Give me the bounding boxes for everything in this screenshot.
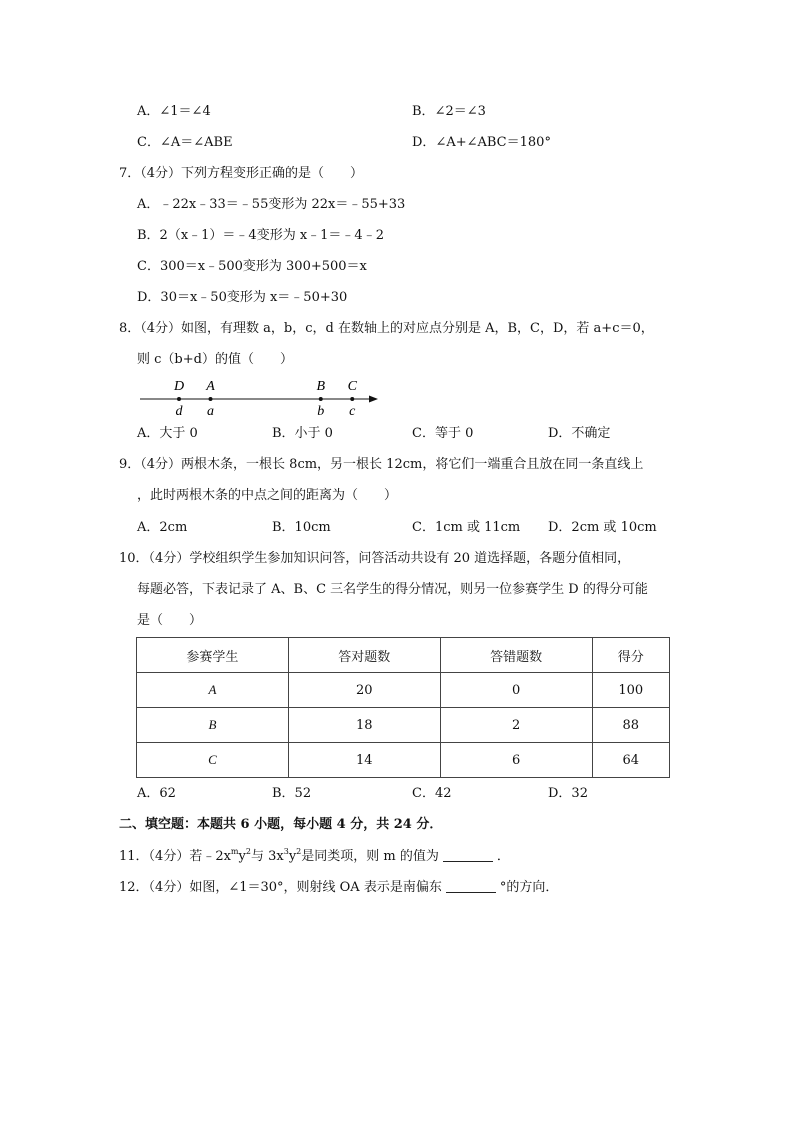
table-cell: 88 — [592, 708, 669, 743]
table-row — [137, 708, 670, 743]
q7-option-a: A．﹣22x﹣33＝﹣55变形为 22x＝﹣55+33 — [137, 197, 406, 212]
number-line-point-label: D — [173, 379, 185, 394]
table-cell: 0 — [440, 673, 592, 708]
q10-option-b: B．52 — [272, 786, 312, 801]
q10-stem-line3: 是（ ） — [137, 613, 203, 628]
number-line-point-label: B — [316, 379, 326, 394]
table-cell: 18 — [288, 708, 440, 743]
q7-option-b: B．2（x﹣1）＝﹣4变形为 x﹣1＝﹣4﹣2 — [137, 228, 384, 243]
table-row — [137, 743, 670, 778]
number-line-arrow — [369, 396, 378, 403]
q12-answer-blank[interactable] — [446, 878, 496, 893]
q11-answer-blank[interactable] — [443, 847, 493, 862]
q9-stem-line1: 9．（4分）两根木条，一根长 8cm，另一根长 12cm，将它们一端重合且放在同一条直线上 — [119, 457, 644, 472]
q6-option-d: D．∠A+∠ABC＝180° — [412, 135, 551, 150]
number-line-figure — [140, 374, 390, 420]
q7-option-c: C．300＝x﹣500变形为 300+500＝x — [137, 259, 367, 274]
table-cell-student: A — [137, 673, 289, 708]
table-cell-student: B — [137, 708, 289, 743]
q9-option-b: B．10cm — [272, 520, 331, 535]
q10-option-a: A．62 — [137, 786, 176, 801]
table-header-cell: 答错题数 — [440, 638, 592, 673]
table-header-row — [137, 638, 670, 673]
table-cell: 100 — [592, 673, 669, 708]
number-line-point — [319, 397, 323, 401]
q12-stem: 12．（4分）如图，∠1＝30°，则射线 OA 表示是南偏东 °的方向． — [119, 880, 559, 895]
q6-option-a: A．∠1＝∠4 — [137, 104, 211, 119]
q8-option-a: A．大于 0 — [137, 426, 198, 441]
q9-stem-line2: ，此时两根木条的中点之间的距离为（ ） — [137, 488, 398, 503]
table-header-cell: 答对题数 — [288, 638, 440, 673]
number-line-value-label: b — [317, 404, 325, 419]
q6-option-c: C．∠A＝∠ABE — [137, 135, 233, 150]
q8-stem-line2: 则 c（b+d）的值（ ） — [137, 352, 293, 367]
table-cell: 2 — [440, 708, 592, 743]
number-line-point-label: A — [206, 379, 215, 394]
number-line-value-label: a — [207, 404, 214, 419]
q8-option-b: B．小于 0 — [272, 426, 333, 441]
q10-option-c: C．42 — [412, 786, 452, 801]
q8-stem-line1: 8．（4分）如图，有理数 a，b，c，d 在数轴上的对应点分别是 A，B，C，D，若 a+c＝0， — [119, 321, 654, 336]
q9-option-a: A．2cm — [137, 520, 188, 535]
q11-stem: 11．（4分）若$﹣2x^my^2$与 $3x^3y^2$是同类项，则 m 的值为 ． — [119, 847, 510, 864]
q9-option-d: D．2cm 或 10cm — [548, 520, 657, 535]
number-line-point-label: C — [347, 379, 357, 394]
table-cell: 6 — [440, 743, 592, 778]
number-line-value-label: c — [349, 404, 356, 419]
number-line-value-label: d — [175, 404, 183, 419]
table-cell: 14 — [288, 743, 440, 778]
q7-stem: 7．（4分）下列方程变形正确的是（ ） — [119, 166, 364, 181]
q8-option-d: D．不确定 — [548, 426, 611, 441]
table-header-cell: 参赛学生 — [137, 638, 289, 673]
score-table — [136, 637, 670, 778]
q8-option-c: C．等于 0 — [412, 426, 474, 441]
table-cell: 64 — [592, 743, 669, 778]
q10-stem-line2: 每题必答，下表记录了 A、B、C 三名学生的得分情况，则另一位参赛学生 D 的得分可能 — [137, 582, 648, 597]
number-line-point — [350, 397, 354, 401]
q7-option-d: D．30＝x﹣50变形为 x＝﹣50+30 — [137, 290, 348, 305]
table-cell: 20 — [288, 673, 440, 708]
q10-stem-line1: 10．（4分）学校组织学生参加知识问答，问答活动共设有 20 道选择题，各题分值相同， — [119, 551, 631, 566]
number-line-point — [177, 397, 181, 401]
section-heading-fill-in: 二、填空题：本题共 6 小题，每小题 4 分，共 24 分． — [119, 817, 443, 832]
table-header-cell: 得分 — [592, 638, 669, 673]
table-cell-student: C — [137, 743, 289, 778]
table-row — [137, 673, 670, 708]
q6-option-b: B．∠2＝∠3 — [412, 104, 486, 119]
q10-option-d: D．32 — [548, 786, 588, 801]
q9-option-c: C．1cm 或 11cm — [412, 520, 521, 535]
number-line-point — [209, 397, 213, 401]
